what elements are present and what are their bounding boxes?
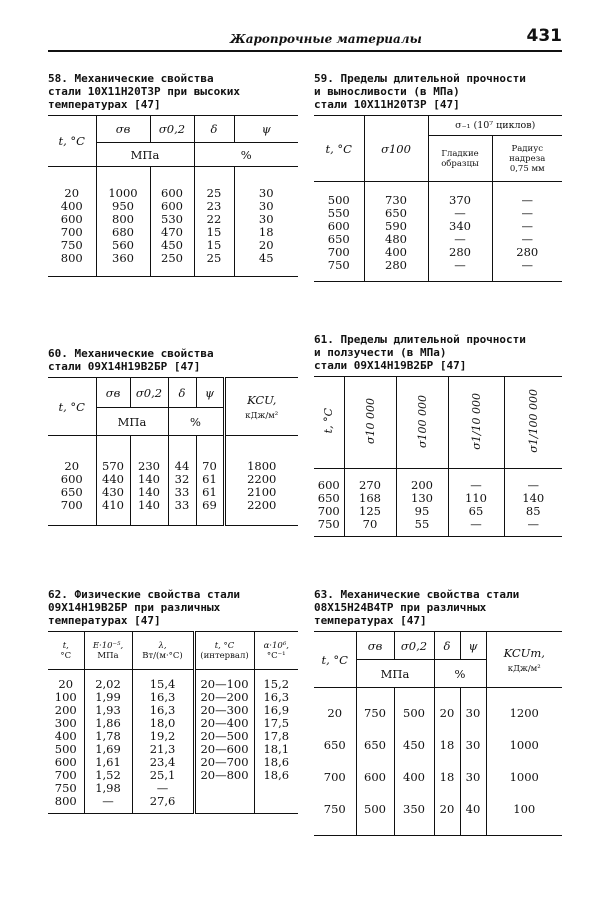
table-61-grid [314, 376, 562, 537]
table-row: 700 125 95 65 85 [314, 505, 562, 518]
table-60-title: 60. Механические свойства стали 09Х14Н19В2БР [47] [48, 347, 214, 373]
table-62-title: 62. Физические свойства стали 09Х14Н19В2БР при различных температурах [47] [48, 588, 241, 627]
col-notch: Радиус надреза 0,75 мм [492, 136, 562, 182]
table-row: 600 1,61 23,4 20—700 18,6 [48, 756, 298, 769]
table-row: 20 2,02 15,4 20—100 15,2 [48, 678, 298, 691]
table-60 [48, 347, 298, 526]
table-row: 750 280 — — [314, 259, 562, 272]
unit-mpa: МПа [96, 408, 168, 436]
table-row: 750 70 55 — — [314, 518, 562, 531]
table-58-title: 58. Механические свойства стали 10Х11Н20Т3Р при высоких температурах [47] [48, 72, 241, 111]
col-sigma-02: σ0,2 [130, 378, 168, 408]
unit-mpa: МПа [96, 143, 194, 167]
col-sigma-b: σв [96, 116, 150, 143]
unit-mpa: МПа [356, 660, 434, 688]
table-row: 700 400 280 280 [314, 246, 562, 259]
col-alpha: α·10⁶, °C⁻¹ [254, 632, 298, 670]
running-header [48, 26, 562, 52]
col-delta: δ [168, 378, 196, 408]
table-60-grid [48, 377, 298, 526]
col-kcu: KCU, кДж/м² [224, 378, 298, 436]
table-row: 650 480 — — [314, 233, 562, 246]
table-59-title: 59. Пределы длительной прочности и выносливости (в МПа) стали 10Х11Н20Т3Р [47] [314, 72, 526, 111]
table-row: 20 750 500 20 30 1200 [314, 688, 562, 720]
table-row: 20 570 230 44 70 1800 [48, 460, 298, 473]
table-row: 400 1,78 19,2 20—500 17,8 [48, 730, 298, 743]
table-row: 750 560 450 15 20 [48, 239, 298, 252]
col-kcu: KCUт, кДж/м² [486, 632, 562, 688]
table-61-title: 61. Пределы длительной прочности и ползучести (в МПа) стали 09Х14Н19В2БР [47] [314, 333, 526, 372]
table-row: 200 1,93 16,3 20—300 16,9 [48, 704, 298, 717]
running-title: Жаропрочные материалы [230, 32, 422, 46]
table-row: 550 650 — — [314, 207, 562, 220]
table-58 [48, 72, 298, 277]
col-t: t, °C [314, 116, 364, 182]
table-row: 700 1,52 25,1 20—800 18,6 [48, 769, 298, 782]
col-sigma-02: σ0,2 [394, 632, 434, 660]
col-delta: δ [194, 116, 234, 143]
table-row: 600 440 140 32 61 2200 [48, 473, 298, 486]
table-row: 750 500 350 20 40 100 [314, 784, 562, 816]
table-59 [314, 72, 562, 282]
col-fatigue: σ₋₁ (10⁷ циклов) [428, 116, 562, 136]
table-62-grid [48, 631, 298, 814]
table-row: 400 950 600 23 30 [48, 200, 298, 213]
col-psi: ψ [196, 378, 224, 408]
col-t-interval: t, °C (интервал) [194, 632, 254, 670]
table-row: 20 1000 600 25 30 [48, 187, 298, 200]
table-63 [314, 588, 562, 836]
table-row: 700 410 140 33 69 2200 [48, 499, 298, 512]
col-sigma-1-100000: σ1/100 000 [504, 377, 562, 469]
table-row: 600 800 530 22 30 [48, 213, 298, 226]
unit-pct: % [194, 143, 298, 167]
table-row: 800 360 250 25 45 [48, 252, 298, 265]
col-sigma-100000: σ100 000 [396, 377, 448, 469]
table-58-grid [48, 115, 298, 277]
col-sigma-b: σв [96, 378, 130, 408]
col-smooth: Гладкие образцы [428, 136, 492, 182]
table-row: 750 1,98 — [48, 782, 298, 795]
page-number: 431 [526, 26, 562, 46]
table-62 [48, 588, 298, 814]
col-sigma-02: σ0,2 [150, 116, 194, 143]
table-row: 500 730 370 — [314, 194, 562, 207]
col-sigma-b: σв [356, 632, 394, 660]
col-delta: δ [434, 632, 460, 660]
table-row: 650 650 450 18 30 1000 [314, 720, 562, 752]
table-row: 650 430 140 33 61 2100 [48, 486, 298, 499]
col-psi: ψ [460, 632, 486, 660]
col-t: t, °C [48, 632, 84, 670]
table-59-grid [314, 115, 562, 282]
unit-pct: % [434, 660, 486, 688]
table-row: 300 1,86 18,0 20—400 17,5 [48, 717, 298, 730]
col-t: t, °C [48, 378, 96, 436]
col-e: E·10⁻⁵, МПа [84, 632, 132, 670]
col-t: t, °C [314, 377, 344, 469]
col-t: t, °C [314, 632, 356, 688]
table-row: 800 — 27,6 [48, 795, 298, 808]
table-63-title: 63. Механические свойства стали 08Х15Н24В4ТР при различных температурах [47] [314, 588, 520, 627]
col-lambda: λ, Вт/(м·°C) [132, 632, 194, 670]
col-sigma-100: σ100 [364, 116, 428, 182]
table-row: 600 590 340 — [314, 220, 562, 233]
col-psi: ψ [234, 116, 298, 143]
table-row: 600 270 200 — — [314, 479, 562, 492]
table-row: 700 600 400 18 30 1000 [314, 752, 562, 784]
col-sigma-1-10000: σ1/10 000 [448, 377, 504, 469]
table-row: 650 168 130 110 140 [314, 492, 562, 505]
table-row: 700 680 470 15 18 [48, 226, 298, 239]
table-row: 100 1,99 16,3 20—200 16,3 [48, 691, 298, 704]
col-sigma-10000: σ10 000 [344, 377, 396, 469]
table-61 [314, 333, 562, 537]
unit-pct: % [168, 408, 224, 436]
col-t: t, °C [48, 116, 96, 167]
table-row: 500 1,69 21,3 20—600 18,1 [48, 743, 298, 756]
table-63-grid [314, 631, 562, 836]
